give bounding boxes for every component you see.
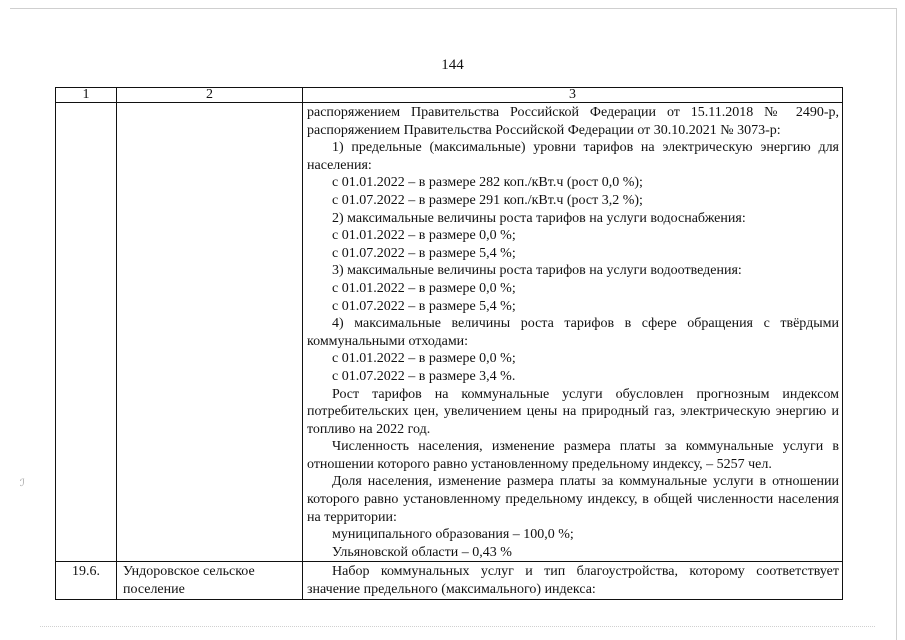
paragraph: Ульяновской области – 0,43 % [332, 544, 512, 560]
paragraph: 3) максимальные величины роста тарифов на услуги водоотведения: [332, 263, 742, 279]
paragraph: 1) предельные (максимальные) уровни тарифов на электрическую энергию для населения: [307, 140, 839, 173]
page-edge-right [896, 8, 897, 640]
paragraph: с 01.07.2022 – в размере 5,4 %; [332, 245, 516, 261]
scan-edge-bottom [40, 626, 875, 628]
paragraph: с 01.07.2022 – в размере 3,4 %. [332, 368, 516, 384]
page-number: 144 [441, 57, 464, 73]
paragraph: с 01.07.2022 – в размере 291 коп./кВт.ч (рост 3,2 %); [332, 192, 643, 208]
cell-description [303, 103, 843, 562]
cell-description [303, 562, 843, 599]
paragraph: распоряжением Правительства Российской Федерации от 15.11.2018 № 2490-р, распоряжением Правительства Российской Федерации от 30.10.2021 № 3073-р: [307, 105, 839, 138]
scan-mark: ℐ [20, 478, 25, 489]
header-col-2: 2 [117, 88, 303, 103]
cell-settlement-name: Ундоровское сельское поселение [117, 562, 303, 599]
table-header-row [56, 88, 843, 103]
paragraph: муниципального образования – 100,0 %; [332, 527, 574, 543]
paragraph: Рост тарифов на коммунальные услуги обусловлен прогнозным индексом потребительских цен, увеличением цены на природный газ, электрическую энергию и топливо на 2022 год. [307, 386, 839, 437]
paragraph: с 01.01.2022 – в размере 0,0 %; [332, 228, 516, 244]
table-row [56, 562, 843, 599]
paragraph: Набор коммунальных услуг и тип благоустройства, которому соответствует значение предельного (максимального) индекса: [307, 564, 839, 598]
header-col-1: 1 [56, 88, 117, 103]
header-col-3: 3 [303, 88, 843, 103]
cell-row-number: 19.6. [56, 562, 117, 599]
paragraph: Доля населения, изменение размера платы за коммунальные услуги в отношении которого равно установленному предельному индексу, в общей численности населения на территории: [307, 474, 839, 525]
paragraph: с 01.01.2022 – в размере 282 коп./кВт.ч (рост 0,0 %); [332, 175, 643, 191]
cell-number-empty [56, 103, 117, 562]
paragraph: 4) максимальные величины роста тарифов в сфере обращения с твёрдыми коммунальными отходами: [307, 316, 839, 349]
paragraph: с 01.01.2022 – в размере 0,0 %; [332, 351, 516, 367]
paragraph: с 01.07.2022 – в размере 5,4 %; [332, 298, 516, 314]
paragraph: с 01.01.2022 – в размере 0,0 %; [332, 280, 516, 296]
table-row-continued [56, 103, 843, 562]
document-table [55, 87, 843, 600]
page-edge-top [10, 8, 897, 9]
cell-name-empty [117, 103, 303, 562]
paragraph: Численность населения, изменение размера платы за коммунальные услуги в отношении которого равно установленному предельному индексу, – 5257 чел. [307, 439, 839, 472]
paragraph: 2) максимальные величины роста тарифов на услуги водоснабжения: [332, 210, 746, 226]
